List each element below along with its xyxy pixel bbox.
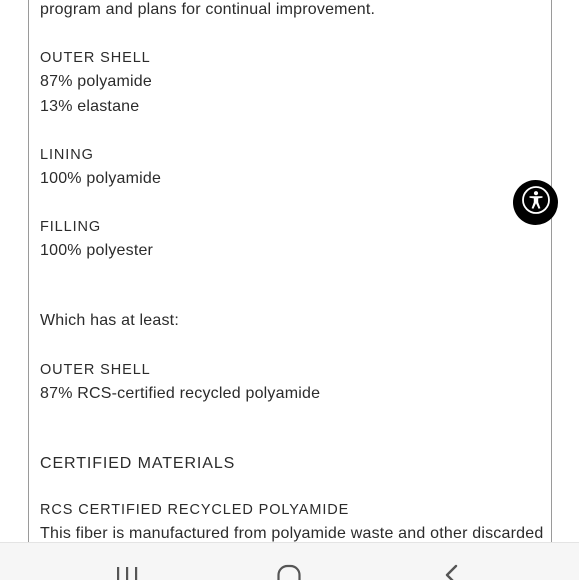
rcs-description: This fiber is manufactured from polyamide waste and other discarded bbox=[40, 525, 544, 542]
filling-heading: FILLING bbox=[40, 219, 102, 235]
accessibility-button[interactable] bbox=[513, 180, 558, 225]
home-button[interactable] bbox=[274, 563, 304, 580]
certified-materials-heading: CERTIFIED MATERIALS bbox=[40, 455, 236, 472]
intro-text-tail: program and plans for continual improvement. bbox=[40, 1, 376, 18]
recycled-polyamide-text: 87% RCS-certified recycled polyamide bbox=[40, 385, 321, 402]
outer-shell-polyamide: 87% polyamide bbox=[40, 73, 152, 90]
android-navigation-bar bbox=[0, 542, 579, 580]
lining-heading: LINING bbox=[40, 147, 94, 163]
outer-shell-heading-2: OUTER SHELL bbox=[40, 362, 151, 378]
outer-shell-heading: OUTER SHELL bbox=[40, 50, 151, 66]
outer-shell-elastane: 13% elastane bbox=[40, 98, 140, 115]
which-has-at-least-text: Which has at least: bbox=[40, 312, 179, 329]
recent-apps-button[interactable] bbox=[112, 563, 142, 580]
accessibility-person-icon bbox=[521, 185, 551, 220]
filling-polyester: 100% polyester bbox=[40, 242, 154, 259]
back-button[interactable] bbox=[437, 563, 467, 580]
lining-polyamide: 100% polyamide bbox=[40, 170, 162, 187]
rcs-heading: RCS CERTIFIED RECYCLED POLYAMIDE bbox=[40, 502, 350, 518]
